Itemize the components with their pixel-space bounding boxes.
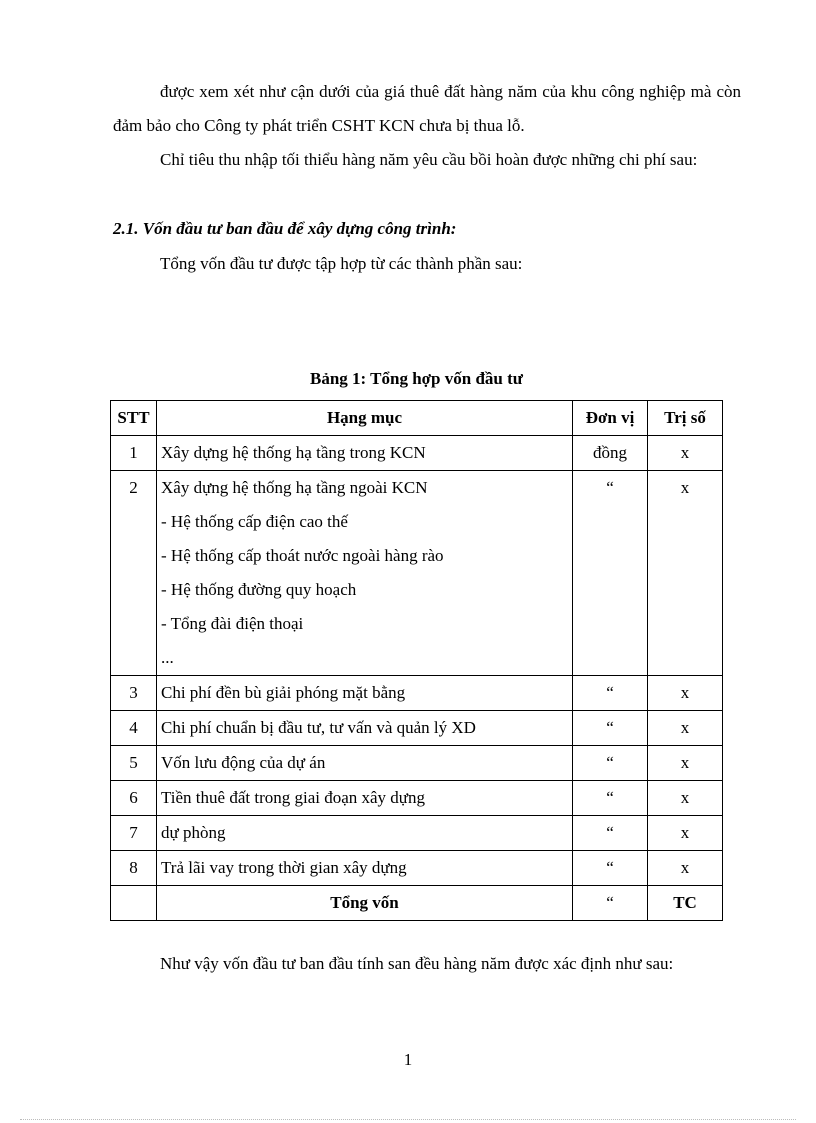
total-value: TC [648,886,723,921]
table-row [111,471,723,676]
table-row [111,676,723,711]
paragraph-1: được xem xét như cận dưới của giá thuê đất hàng năm của khu công nghiệp mà còn đảm bảo cho Công ty phát triển CSHT KCN chưa bị thua lỗ. [113,82,741,135]
row-stt: 7 [111,816,157,851]
row-stt: 4 [111,711,157,746]
section-heading: 2.1. Vốn đầu tư ban đầu để xây dựng công trình: [113,219,457,238]
table-row [111,711,723,746]
row-value: x [648,436,723,471]
row-unit: “ [573,746,648,781]
table-total-row [111,886,723,921]
header-stt: STT [111,401,157,436]
row-unit: “ [573,711,648,746]
row-stt: 2 [111,471,157,676]
table-row [111,781,723,816]
row-subitem: ... [161,648,174,667]
table-row [111,851,723,886]
investment-table [110,400,723,921]
total-stt-empty [111,886,157,921]
row-value: x [648,471,723,676]
row-item: Chi phí chuẩn bị đầu tư, tư vấn và quản lý XD [157,711,573,746]
table-caption: Bảng 1: Tổng hợp vốn đầu tư [310,369,523,388]
row-value: x [648,676,723,711]
row-value: x [648,851,723,886]
total-unit: “ [573,886,648,921]
row-unit: đồng [573,436,648,471]
table-row [111,436,723,471]
row-value: x [648,816,723,851]
header-value: Trị số [648,401,723,436]
paragraph-2: Chỉ tiêu thu nhập tối thiểu hàng năm yêu cầu bồi hoàn được những chi phí sau: [160,150,698,169]
row-unit: “ [573,781,648,816]
row-stt: 5 [111,746,157,781]
header-unit: Đơn vị [573,401,648,436]
row-value: x [648,746,723,781]
table-row [111,746,723,781]
row-stt: 6 [111,781,157,816]
row-unit: “ [573,816,648,851]
row-item: Tiền thuê đất trong giai đoạn xây dựng [157,781,573,816]
row-subitem: - Tổng đài điện thoại [161,614,304,633]
row-item: Trả lãi vay trong thời gian xây dựng [157,851,573,886]
closing-paragraph: Như vậy vốn đầu tư ban đầu tính san đều hàng năm được xác định như sau: [160,954,674,973]
table-header-row [111,401,723,436]
row-unit: “ [573,851,648,886]
row-stt: 8 [111,851,157,886]
row-subitem: - Hệ thống cấp điện cao thế [161,512,348,531]
row-value: x [648,711,723,746]
row-item: Vốn lưu động của dự án [157,746,573,781]
row-unit: “ [573,471,648,676]
page-number: 1 [403,1050,413,1069]
row-item: Chi phí đền bù giải phóng mặt bằng [157,676,573,711]
row-value: x [648,781,723,816]
page-footer-divider [20,1119,796,1120]
row-stt: 1 [111,436,157,471]
table-row [111,816,723,851]
row-subitem: - Hệ thống cấp thoát nước ngoài hàng rào [161,546,444,565]
row-stt: 3 [111,676,157,711]
row-unit: “ [573,676,648,711]
total-label: Tổng vốn [157,886,573,921]
row-item-group [157,471,573,676]
row-item: Xây dựng hệ thống hạ tầng ngoài KCN [161,478,428,497]
header-item: Hạng mục [157,401,573,436]
intro-text: Tổng vốn đầu tư được tập hợp từ các thành phần sau: [160,254,523,273]
row-item: Xây dựng hệ thống hạ tầng trong KCN [157,436,573,471]
row-item: dự phòng [157,816,573,851]
row-subitem: - Hệ thống đường quy hoạch [161,580,357,599]
